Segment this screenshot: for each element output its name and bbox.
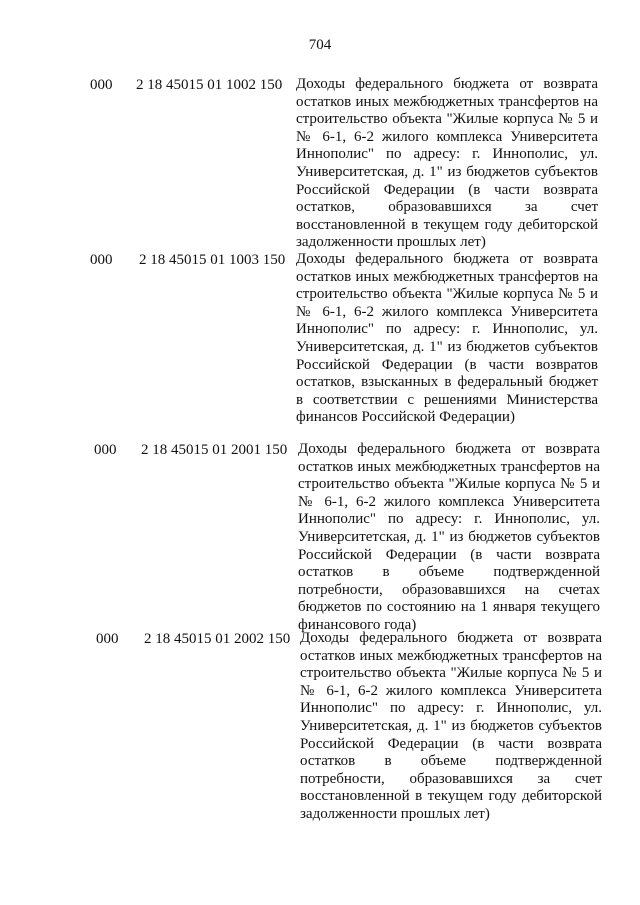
admin-code-cell: 000 [90, 77, 113, 93]
admin-code-cell: 000 [90, 252, 113, 268]
kbk-code-cell: 2 18 45015 01 2001 150 [141, 442, 288, 458]
description-cell: Доходы федерального бюджета от возврата остатков иных межбюджетных трансфертов на строительство объекта "Жилые корпуса № 5 и № 6-1, 6-2 жилого комплекса Университета Иннополис" по адресу: г. Иннополис, ул. Университетская, д. 1" из бюджетов субъектов Российской Федерации (в части возврата остатков, образовавшихся за счет восстановленной в текущем году дебиторской задолженности прошлых лет) [296, 76, 598, 251]
admin-code-cell: 000 [94, 442, 117, 458]
description-cell: Доходы федерального бюджета от возврата остатков иных межбюджетных трансфертов на строительство объекта "Жилые корпуса № 5 и № 6-1, 6-2 жилого комплекса Университета Иннополис" по адресу: г. Иннополис, ул. Университетская, д. 1" из бюджетов субъектов Российской Федерации (в части возврата остатков в объеме подтвержденной потребности, образовавшихся за счет восстановленной в текущем году дебиторской задолженности прошлых лет) [300, 630, 602, 822]
page-number: 704 [308, 37, 332, 53]
description-cell: Доходы федерального бюджета от возврата остатков иных межбюджетных трансфертов на строительство объекта "Жилые корпуса № 5 и № 6-1, 6-2 жилого комплекса Университета Иннополис" по адресу: г. Иннополис, ул. Университетская, д. 1" из бюджетов субъектов Российской Федерации (в части возвратов остатков, взысканных в федеральный бюджет в соответствии с решениями Министерства финансов Российской Федерации) [296, 251, 598, 426]
admin-code-cell: 000 [96, 631, 119, 647]
kbk-code-cell: 2 18 45015 01 1002 150 [136, 77, 283, 93]
kbk-code-cell: 2 18 45015 01 2002 150 [144, 631, 291, 647]
description-cell: Доходы федерального бюджета от возврата остатков иных межбюджетных трансфертов на строительство объекта "Жилые корпуса № 5 и № 6-1, 6-2 жилого комплекса Университета Иннополис" по адресу: г. Иннополис, ул. Университетская, д. 1" из бюджетов субъектов Российской Федерации (в части возврата остатков в объеме подтвержденной потребности, образовавшихся на счетах бюджетов по состоянию на 1 января текущего финансового года) [298, 441, 600, 633]
kbk-code-cell: 2 18 45015 01 1003 150 [139, 252, 286, 268]
